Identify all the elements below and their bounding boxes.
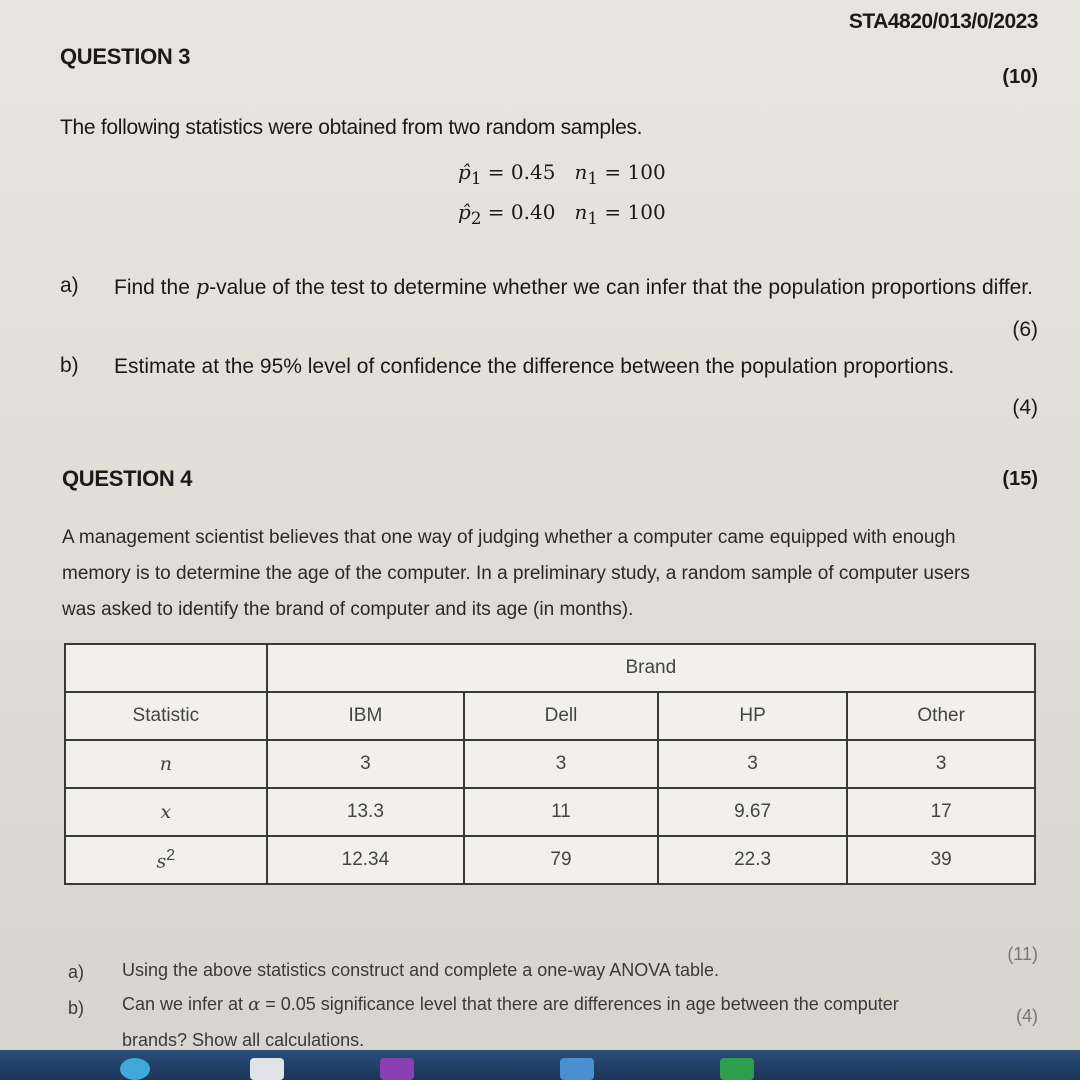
table-cell: 79 <box>464 836 658 884</box>
q3-part-a-marks: (6) <box>1012 318 1038 341</box>
stat-line-1: $p̂_1 = 0.45$ $n_1 = 100$ <box>458 160 666 188</box>
question-4-title: QUESTION 4 <box>62 466 193 491</box>
question-3-intro: The following statistics were obtained from two random samples. <box>60 116 643 139</box>
q4-part-a-marks: (11) <box>1007 944 1038 964</box>
table-cell: 3 <box>847 740 1035 788</box>
brand-statistics-table <box>64 643 1036 885</box>
row-label-x: x <box>65 788 267 836</box>
q4-part-b-text: Can we infer at α = 0.05 significance level that there are differences in age between the computer <box>122 994 899 1015</box>
question-3-title: QUESTION 3 <box>60 44 191 69</box>
table-cell: 3 <box>267 740 465 788</box>
course-code: STA4820/013/0/2023 <box>848 10 1038 33</box>
table-group-header-row <box>65 644 1035 692</box>
col-header-hp: HP <box>658 692 848 740</box>
taskbar-app-icon[interactable] <box>380 1058 414 1080</box>
table-cell: 11 <box>464 788 658 836</box>
q3-part-a-text: Find the p-value of the test to determine whether we can infer that the population proportions differ. <box>114 275 1033 299</box>
col-header-ibm: IBM <box>267 692 465 740</box>
col-header-statistic: Statistic <box>65 692 267 740</box>
q4-part-b-text-line2: brands? Show all calculations. <box>122 1030 365 1050</box>
brand-group-header: Brand <box>267 644 1035 692</box>
question-3-marks: (10) <box>1002 66 1038 88</box>
taskbar-app-icon[interactable] <box>560 1058 594 1080</box>
table-row <box>65 836 1035 884</box>
q3-part-b-text: Estimate at the 95% level of confidence the difference between the population proportions. <box>114 355 955 378</box>
table-cell: 39 <box>847 836 1035 884</box>
q4-part-b-marks: (4) <box>1016 1006 1038 1026</box>
taskbar <box>0 1050 1080 1080</box>
q4-part-b-label: b) <box>68 998 85 1018</box>
table-header-row <box>65 692 1035 740</box>
excel-icon[interactable] <box>720 1058 754 1080</box>
row-label-n: n <box>65 740 267 788</box>
table-cell: 22.3 <box>658 836 848 884</box>
table-cell: 13.3 <box>267 788 465 836</box>
q3-part-b-marks: (4) <box>1012 396 1038 419</box>
stat-line-2: $p̂_2 = 0.40$ $n_1 = 100$ <box>458 200 666 228</box>
taskbar-app-icon[interactable] <box>250 1058 284 1080</box>
table-cell: 17 <box>847 788 1035 836</box>
q4-part-a-text: Using the above statistics construct and complete a one-way ANOVA table. <box>122 960 719 980</box>
q3-part-b-label: b) <box>60 354 79 377</box>
question-4-marks: (15) <box>1002 468 1038 490</box>
col-header-other: Other <box>847 692 1035 740</box>
q4-part-a-label: a) <box>68 962 85 982</box>
taskbar-app-icon[interactable] <box>120 1058 150 1080</box>
table-cell: 3 <box>464 740 658 788</box>
table-cell: 9.67 <box>658 788 848 836</box>
table-row <box>65 740 1035 788</box>
row-label-s2: $s^2$ <box>65 836 267 884</box>
table-row <box>65 788 1035 836</box>
q3-part-a-label: a) <box>60 274 79 297</box>
table-cell: 12.34 <box>267 836 465 884</box>
question-4-intro: A management scientist believes that one way of judging whether a computer came equipped with enough memory is to determine the age of the computer. In a preliminary study, a random sample of computer users was asked to identify the brand of computer and its age (in months). <box>62 527 970 620</box>
col-header-dell: Dell <box>464 692 658 740</box>
table-cell: 3 <box>658 740 848 788</box>
